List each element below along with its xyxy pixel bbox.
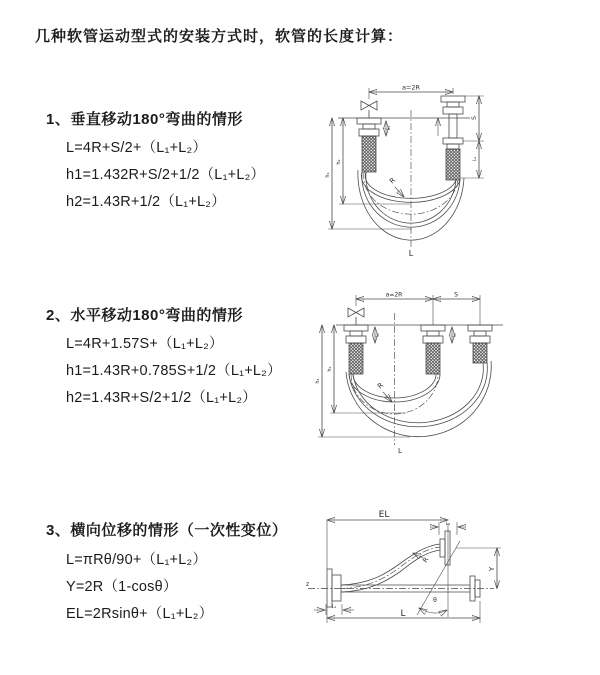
d2-label-l1-left: L₁ — [374, 333, 380, 337]
d3-dim-l1 — [314, 604, 354, 615]
d2-label-l1-middle: L₁ — [451, 333, 457, 337]
d1-dim-s — [460, 96, 484, 178]
section1-formula-h2: h2=1.43R+1/2（L₁+L₂） — [66, 194, 226, 210]
d3-dim-el — [327, 510, 448, 569]
d1-label-r: R — [388, 176, 398, 186]
d1-right-fitting — [438, 96, 465, 180]
d3-label-y: Y — [488, 566, 496, 572]
page-title: 几种软管运动型式的安装方式时，软管的长度计算： — [35, 28, 404, 45]
d2-middle-fitting — [421, 325, 457, 374]
d2-label-a2r: a=2R — [385, 291, 403, 299]
d2-hose-arcs — [346, 361, 491, 437]
d2-dim-h — [315, 325, 410, 437]
d1-label-l1-right: L₁ — [473, 156, 478, 162]
d1-label-a2r: a=2R — [401, 83, 421, 92]
d3-label-r: R — [421, 555, 431, 565]
d1-label-s: S — [471, 116, 478, 120]
diagram-lateral-displacement — [296, 505, 516, 655]
section2-formula-h2: h2=1.43R+S/2+1/2（L₁+L₂） — [66, 390, 257, 406]
d3-upper-flange — [440, 531, 450, 565]
d1-radius-callout — [388, 176, 404, 197]
d2-left-fitting — [344, 325, 380, 374]
section2-formula-h1: h1=1.43R+0.785S+1/2（L₁+L₂） — [66, 363, 282, 379]
d1-label-h2: h₂ — [336, 159, 342, 165]
d2-label-h2: h₂ — [327, 366, 333, 372]
d1-label-h1: h₁ — [325, 172, 331, 178]
d2-dim-a2r-s — [356, 292, 480, 326]
d2-label-l: L — [398, 447, 402, 455]
d3-label-l: L — [400, 609, 406, 619]
diagram-horizontal-180-bend — [308, 285, 523, 465]
d2-label-h1: h₁ — [315, 378, 321, 384]
d3-label-l2: L₂ — [445, 522, 451, 527]
section3-formula-y: Y=2R（1-cosθ） — [66, 579, 178, 595]
d3-left-flange — [327, 569, 341, 607]
section2-heading: 2、水平移动180°弯曲的情形 — [46, 307, 243, 324]
d1-label-l1-left: L₁ — [387, 125, 392, 131]
d1-left-fitting — [357, 118, 392, 172]
d3-angle-construction — [417, 523, 460, 617]
d2-label-s: S — [454, 291, 458, 299]
section3-heading: 3、横向位移的情形（一次性变位） — [46, 522, 288, 539]
section3-formula-el: EL=2Rsinθ+（L₁+L₂） — [66, 606, 214, 622]
d3-dim-y — [456, 548, 501, 589]
section2-formula-l: L=4R+1.57S+（L₁+L₂） — [66, 336, 224, 352]
d1-dim-h — [325, 118, 412, 229]
valve-icon — [361, 101, 377, 118]
section1-formula-l: L=4R+S/2+（L₁+L₂） — [66, 140, 208, 156]
d2-right-fitting — [468, 325, 492, 363]
d3-dim-l — [327, 601, 480, 623]
d3-label-l1: L₁ — [331, 605, 337, 610]
d3-radius-callout — [413, 553, 431, 564]
diagram-vertical-180-bend — [312, 80, 497, 260]
valve-icon — [348, 308, 364, 325]
d1-label-l: L — [408, 249, 414, 258]
d1-dim-a2r — [369, 84, 453, 100]
d2-radius-callout — [376, 381, 392, 402]
section3-formula-l: L=πRθ/90+（L₁+L₂） — [66, 552, 208, 568]
d3-label-z: z — [306, 581, 310, 588]
section1-formula-h1: h1=1.432R+S/2+1/2（L₁+L₂） — [66, 167, 266, 183]
d3-label-theta: θ — [433, 597, 437, 604]
section1-heading: 1、垂直移动180°弯曲的情形 — [46, 111, 243, 128]
d2-label-r: R — [376, 381, 386, 391]
d3-label-el: EL — [378, 510, 390, 520]
